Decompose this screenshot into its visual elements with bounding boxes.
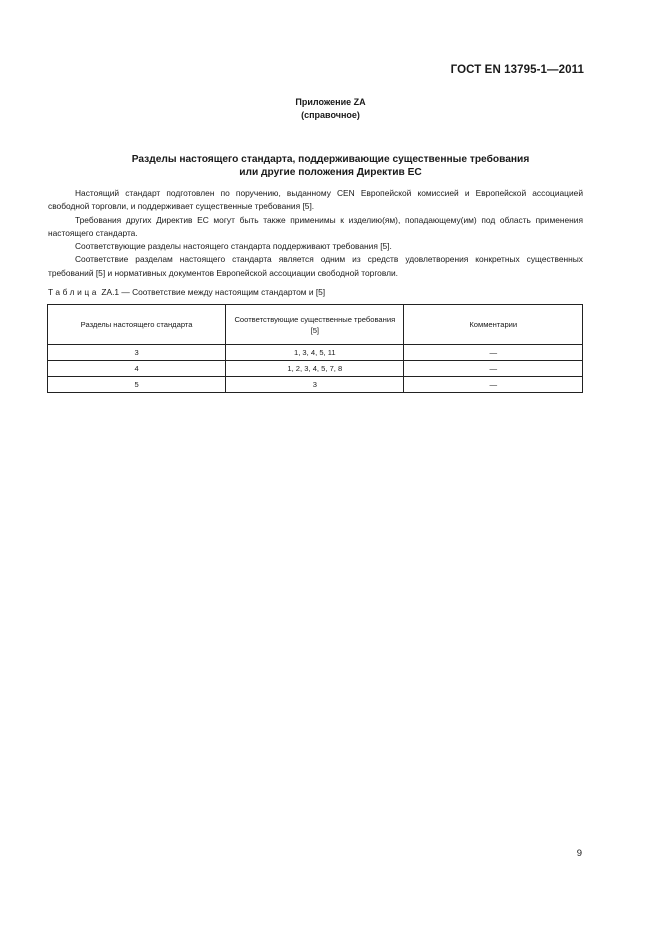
table-caption-text: ZA.1 — Соответствие между настоящим стандартом и [5]: [101, 287, 326, 297]
table-caption-word: Таблица: [48, 287, 100, 297]
table-header-cell: Комментарии: [404, 305, 583, 345]
table-header-cell: Соответствующие существенные требования [5]: [226, 305, 404, 345]
document-code: ГОСТ EN 13795-1—2011: [450, 64, 584, 76]
body-text: [48, 187, 583, 280]
paragraph: Соответствующие разделы настоящего стандарта поддерживают требования [5].: [75, 241, 392, 252]
section-heading-line-2: или другие положения Директив ЕС: [239, 167, 422, 178]
paragraph: Требования других Директив ЕС могут быть также применимы к изделию(ям), попадающему(им) под область применения настоящего стандарта.: [48, 214, 583, 238]
table-cell: —: [404, 377, 583, 393]
table-cell: 5: [48, 377, 226, 393]
annex-subtitle: (справочное): [301, 110, 360, 120]
table-caption: [48, 287, 325, 298]
table-row: [48, 361, 583, 377]
table-cell: 1, 3, 4, 5, 11: [226, 345, 404, 361]
table-header-row: [48, 305, 583, 345]
annex-title-block: [0, 96, 661, 122]
correspondence-table: [47, 304, 583, 393]
table-row: [48, 345, 583, 361]
annex-title: Приложение ZA: [295, 97, 366, 107]
table-cell: 3: [48, 345, 226, 361]
table-cell: —: [404, 361, 583, 377]
table-cell: 3: [226, 377, 404, 393]
table-cell: 1, 2, 3, 4, 5, 7, 8: [226, 361, 404, 377]
table-row: [48, 377, 583, 393]
paragraph: Соответствие разделам настоящего стандарта является одним из средств удовлетворения конкретных существенных требований [5] и нормативных документов Европейской ассоциации свободной торговли.: [48, 254, 583, 278]
section-heading: [48, 153, 613, 179]
paragraph: Настоящий стандарт подготовлен по поручению, выданному CEN Европейской комиссией и Европейской ассоциацией свободной торговли, и поддерживает существенные требования [5].: [48, 188, 583, 212]
table-cell: —: [404, 345, 583, 361]
section-heading-line-1: Разделы настоящего стандарта, поддерживающие существенные требования: [131, 154, 530, 165]
page-number: 9: [576, 848, 582, 859]
table-cell: 4: [48, 361, 226, 377]
table-header-cell: Разделы настоящего стандарта: [48, 305, 226, 345]
